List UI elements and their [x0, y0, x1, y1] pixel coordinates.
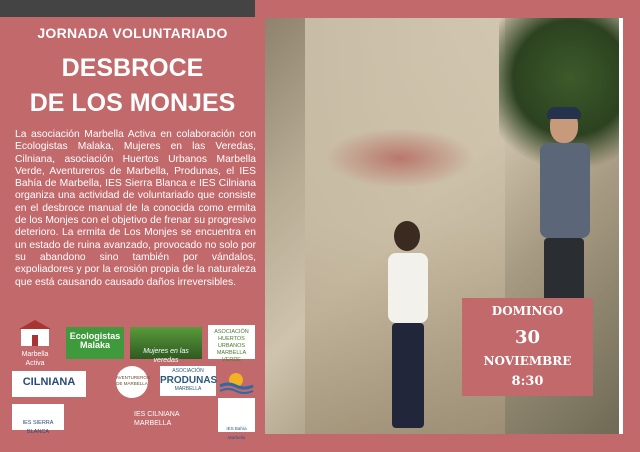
top-bar — [0, 0, 255, 17]
building-icon — [15, 318, 55, 348]
huertos-urbanos-logo: ASOCIACIÓN HUERTOS URBANOS MARBELLA VERDE — [208, 325, 255, 359]
date-weekday: DOMINGO — [491, 304, 564, 318]
event-subtitle: JORNADA VOLUNTARIADO — [37, 25, 228, 41]
date-month: NOVIEMBRE — [483, 354, 572, 368]
event-title-line-1: DESBROCE — [61, 54, 204, 82]
volunteer-woman — [380, 213, 440, 428]
cilniana-logo: CILNIANA — [12, 371, 86, 397]
ies-sierra-blanca-logo: IES SIERRA BLANCA — [12, 404, 64, 430]
ies-bahia-logo: IES Bahía Marbella — [218, 398, 255, 432]
ies-cilniana-logo: IES CILNIANA MARBELLA — [134, 411, 180, 427]
event-description: La asociación Marbella Activa en colaboración con Ecologistas Malaka, Mujeres en las Veredas, Cilniana, asociación Huertos Urbanos Marbella Verde, Aventureros de Marbella, Produnas, el IES Bahía de Marbella, IES Sierra Blanca e IES Cilniana organiza una actividad de voluntariado que consiste en el desbroce manual de la conocida como ermita de los Monjes con el objetivo de frenar su progresivo deterioro. La ermita de Los Monjes se encuentra en un estado de ruina avanzado, provocado no solo por su abandono sino también por vándalos, expoliadores y por la erosión propia de la naturaleza que está causando causado daños irreversibles. — [15, 129, 256, 288]
event-title-line-2: DE LOS MONJES — [29, 89, 236, 117]
ecologistas-logo: Ecologistas Malaka — [66, 327, 124, 359]
date-box — [462, 298, 593, 396]
mujeres-veredas-logo: Mujeres en las veredas — [130, 327, 202, 359]
produnas-logo: ASOCIACIÓN PRODUNAS MARBELLA — [160, 366, 216, 396]
graffiti-mark — [325, 128, 475, 188]
sun-wave-icon — [218, 366, 255, 394]
aventureros-logo: AVENTUREROS DE MARBELLA — [116, 366, 148, 398]
marbella-activa-logo: Marbella Activa — [12, 318, 58, 362]
date-day: 30 — [514, 327, 541, 348]
sunrise-logo — [218, 366, 255, 394]
date-time: 8:30 — [511, 374, 544, 389]
